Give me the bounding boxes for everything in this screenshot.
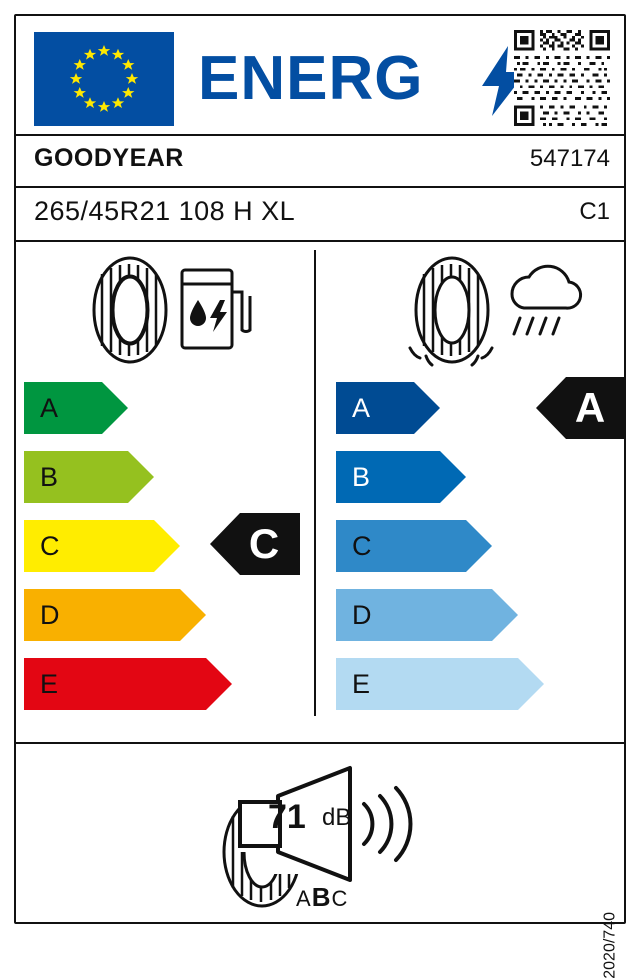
tyre-size-designation: 265/45R21 108 H XL bbox=[34, 196, 296, 226]
fuel-grade-row bbox=[24, 658, 232, 710]
noise-class-a: A bbox=[296, 886, 312, 911]
fuel-grade-row bbox=[24, 451, 232, 503]
tyre-class-code: C1 bbox=[579, 198, 610, 225]
wet-grade-a-letter: A bbox=[352, 392, 371, 423]
divider-2 bbox=[16, 186, 624, 188]
fuel-grade-e bbox=[24, 658, 232, 710]
wet-selected-letter: A bbox=[574, 384, 606, 431]
divider-3 bbox=[16, 240, 624, 242]
vertical-divider bbox=[314, 250, 316, 716]
energy-wordmark: ENERG bbox=[198, 44, 424, 113]
wet-grade-row bbox=[336, 520, 544, 572]
fuel-grade-d bbox=[24, 589, 232, 641]
wet-grade-row bbox=[336, 451, 544, 503]
fuel-grade-c-letter: C bbox=[40, 530, 60, 561]
wet-grip-scale bbox=[336, 382, 544, 727]
fuel-grade-row bbox=[24, 520, 232, 572]
wet-grade-d bbox=[336, 589, 544, 641]
noise-class-selected: B bbox=[311, 882, 332, 912]
divider-1 bbox=[16, 134, 624, 136]
wet-grade-row bbox=[336, 589, 544, 641]
fuel-grade-e-letter: E bbox=[40, 668, 59, 699]
tire-fuel-pump-icon bbox=[82, 252, 252, 367]
tire-rain-cloud-icon bbox=[392, 252, 572, 370]
fuel-grade-d-letter: D bbox=[40, 599, 60, 630]
fuel-grade-a-letter: A bbox=[40, 392, 59, 423]
wet-selected-marker bbox=[536, 377, 626, 439]
wet-grade-d-letter: D bbox=[352, 599, 372, 630]
fuel-selected-letter: C bbox=[248, 520, 280, 567]
noise-value: 71 bbox=[268, 798, 306, 836]
wet-grade-e-letter: E bbox=[352, 668, 371, 699]
noise-unit: dB bbox=[322, 804, 352, 831]
wet-grade-c bbox=[336, 520, 544, 572]
label-header bbox=[16, 16, 624, 134]
eu-flag-icon bbox=[34, 32, 174, 126]
fuel-grade-b-letter: B bbox=[40, 461, 59, 492]
regulation-reference: 2020/740 bbox=[602, 912, 619, 979]
wet-grade-e bbox=[336, 658, 544, 710]
fuel-grade-row bbox=[24, 382, 232, 434]
fuel-selected-marker bbox=[210, 513, 300, 575]
wet-grade-row bbox=[336, 382, 544, 434]
fuel-grade-a bbox=[24, 382, 232, 434]
qr-code-icon bbox=[514, 30, 610, 126]
wet-grade-b-letter: B bbox=[352, 461, 371, 492]
sku-number: 547174 bbox=[529, 145, 610, 172]
wet-grade-a bbox=[336, 382, 544, 434]
wet-grade-c-letter: C bbox=[352, 530, 372, 561]
divider-4 bbox=[16, 742, 624, 744]
brand-name: GOODYEAR bbox=[34, 144, 184, 172]
wet-grade-b bbox=[336, 451, 544, 503]
fuel-grade-c bbox=[24, 520, 232, 572]
wet-grade-row bbox=[336, 658, 544, 710]
noise-class-c: C bbox=[331, 886, 349, 911]
noise-class-scale bbox=[296, 882, 348, 913]
fuel-grade-row bbox=[24, 589, 232, 641]
fuel-grade-b bbox=[24, 451, 232, 503]
fuel-efficiency-scale bbox=[24, 382, 232, 727]
